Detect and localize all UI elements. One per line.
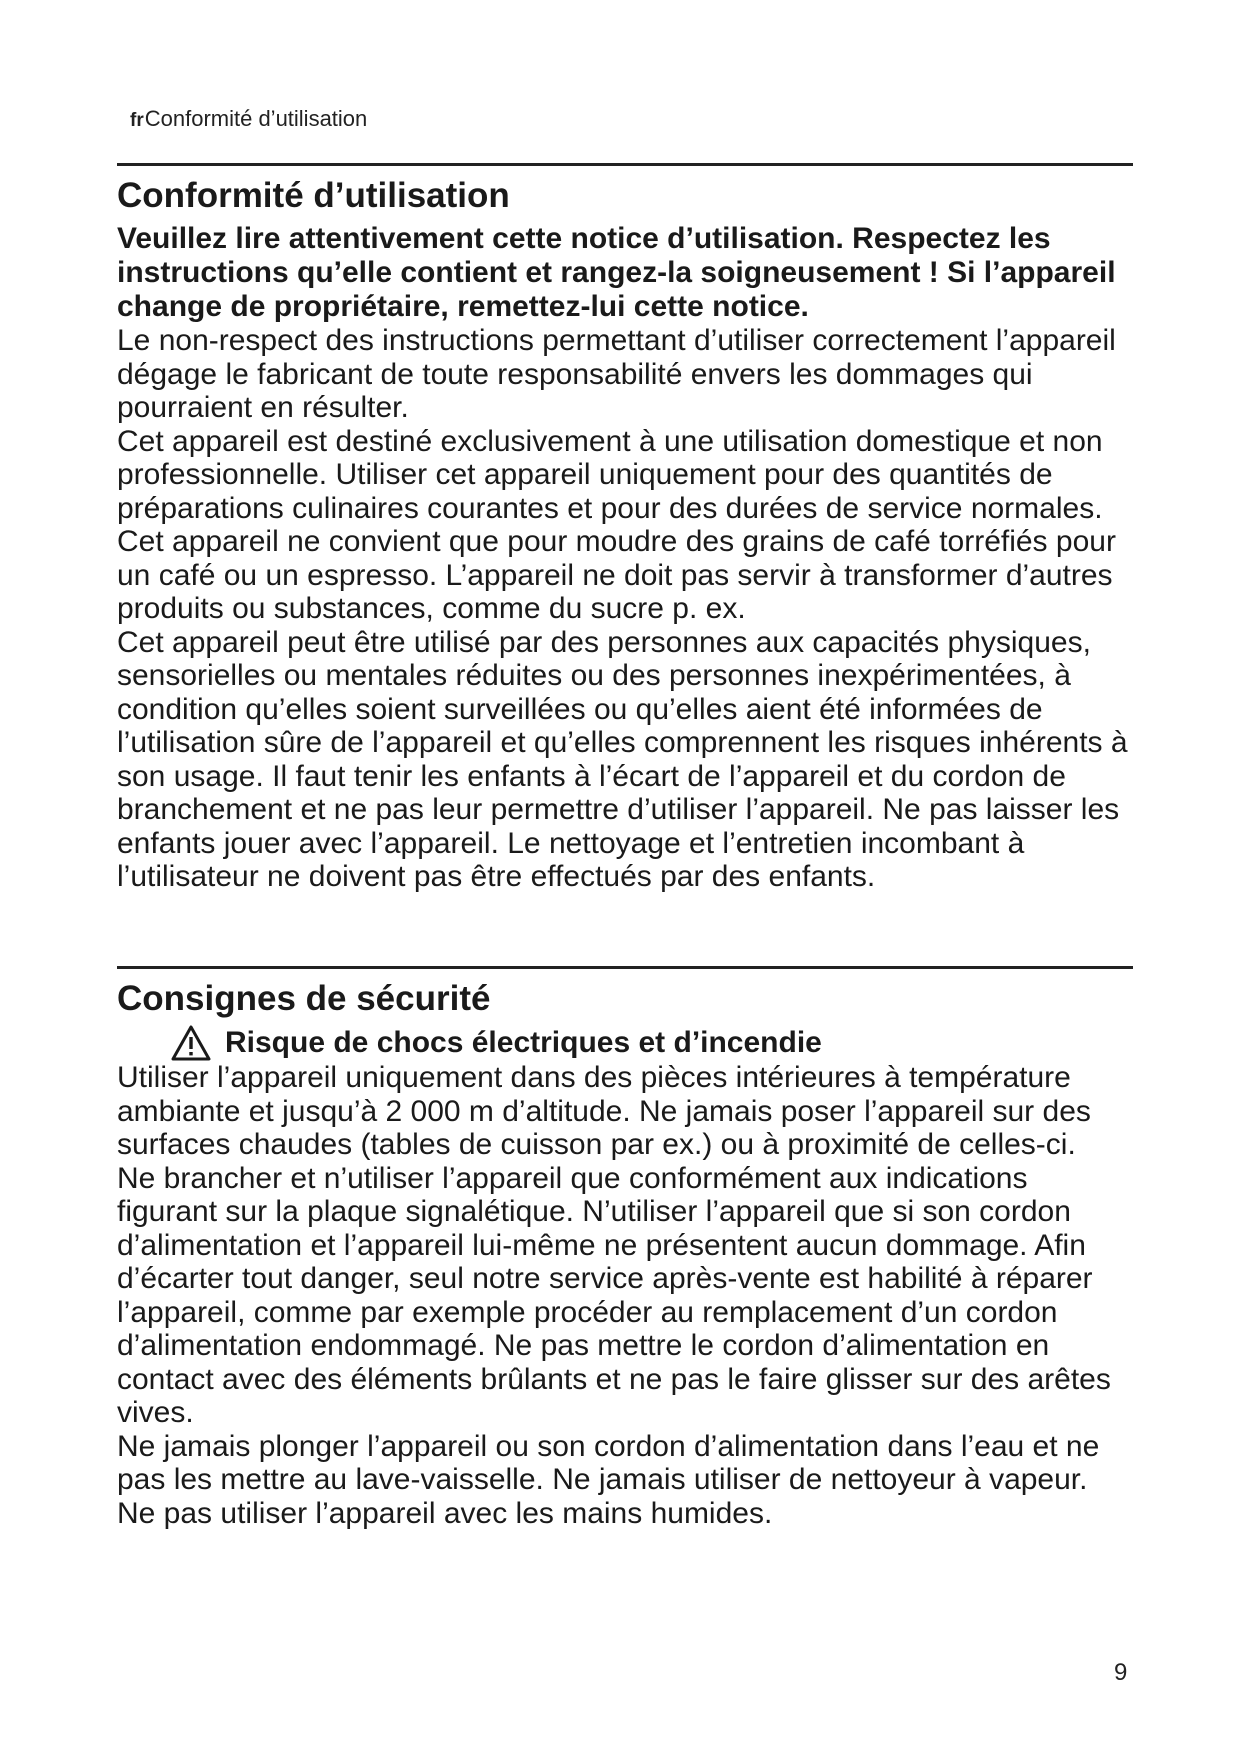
paragraph: Utiliser l’appareil uniquement dans des pièces intérieures à température ambiante et jusqu’à 2 000 m d’altitude. Ne jamais poser l’appareil sur des surfaces chaudes (tables de cuisson par ex.) ou à proximité de celles-ci. (117, 1061, 1091, 1162)
warning-heading (171, 1025, 1133, 1061)
paragraph: Le non-respect des instructions permettant d’utiliser correctement l’appareil dégage le fabricant de toute responsabilité envers les dommages qui pourraient en résulter. (117, 324, 1116, 425)
paragraph: Cet appareil ne convient que pour moudre des grains de café torréfiés pour un café ou un espresso. L’appareil ne doit pas servir à transformer d’autres produits ou substances, comme du sucre p. ex. (117, 525, 1116, 626)
language-code: fr (130, 110, 144, 131)
running-header (130, 106, 367, 132)
warning-triangle-icon (171, 1025, 211, 1061)
section-conformite (117, 163, 1133, 894)
section-securite (117, 966, 1133, 1530)
section-title-conformite: Conformité d’utilisation (117, 176, 510, 215)
section-title-securite: Consignes de sécurité (117, 979, 491, 1018)
paragraph: Ne brancher et n’utiliser l’appareil que conformément aux indications figurant sur la plaque signalétique. N’utiliser l’appareil que si son cordon d’alimentation et l’appareil lui-même ne présentent aucun dommage. Afin d’écarter tout danger, seul notre service après-vente est habilité à réparer l’appareil, comme par exemple procéder au remplacement d’un cordon d’alimentation endommagé. Ne pas mettre le cordon d’alimentation en contact avec des éléments brûlants et ne pas le faire glisser sur des arêtes vives. (117, 1161, 1111, 1430)
paragraph: Cet appareil peut être utilisé par des personnes aux capacités physiques, sensorielles ou mentales réduites ou des personnes inexpérimentées, à condition qu’elles soient surveillées ou qu’elles aient été informées de l’utilisation sûre de l’appareil et qu’elles comprennent les risques inhérents à son usage. Il faut tenir les enfants à l’écart de l’appareil et du cordon de branchement et ne pas leur permettre d’utiliser l’appareil. Ne pas laisser les enfants jouer avec l’appareil. Le nettoyage et l’entretien incombant à l’utilisateur ne doivent pas être effectués par des enfants. (117, 625, 1128, 894)
paragraph: Ne jamais plonger l’appareil ou son cordon d’alimentation dans l’eau et ne pas les mettre au lave-vaisselle. Ne jamais utiliser de nettoyeur à vapeur. Ne pas utiliser l’appareil avec les mains humides. (117, 1429, 1100, 1530)
bold-intro: Veuillez lire attentivement cette notice d’utilisation. Respectez les instructions qu’elle contient et rangez-la soigneusement ! Si l’appareil change de propriétaire, remettez-lui cette notice. (117, 222, 1116, 324)
paragraph: Cet appareil est destiné exclusivement à une utilisation domestique et non professionnelle. Utiliser cet appareil uniquement pour des quantités de préparations culinaires courantes et pour des durées de service normales. (117, 424, 1103, 525)
running-title: Conformité d’utilisation (144, 106, 368, 131)
warning-heading-text: Risque de chocs électriques et d’incendie (225, 1026, 822, 1060)
page-number: 9 (1114, 1659, 1128, 1686)
